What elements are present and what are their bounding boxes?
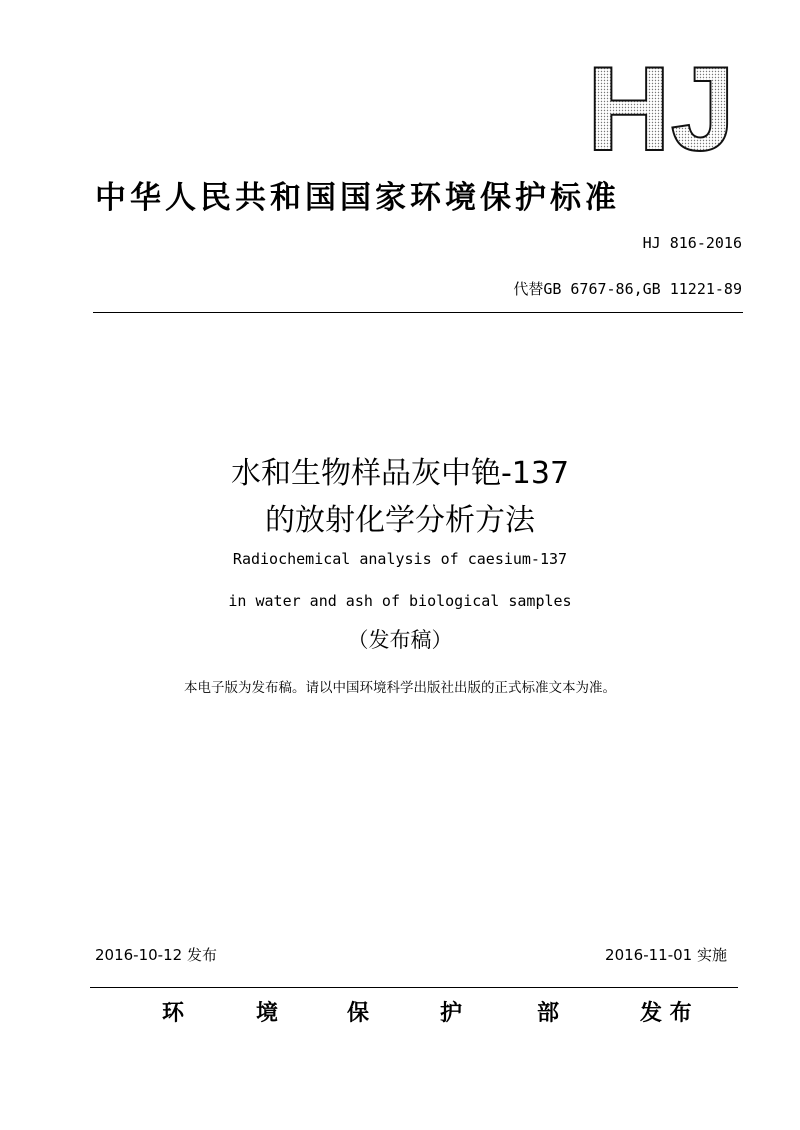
replaces-standards: 代替GB 6767-86,GB 11221-89 <box>513 280 742 298</box>
implementation-date: 2016-11-01 实施 <box>605 946 727 964</box>
document-title-zh-line1: 水和生物样品灰中铯-137 <box>230 456 570 491</box>
issuer-char: 部 <box>537 1000 560 1026</box>
issuer-char: 保 <box>347 1000 370 1026</box>
issuing-authority <box>0 996 800 1030</box>
issuer-action: 发 布 <box>640 1000 692 1026</box>
standard-title: 中华人民共和国国家环境保护标准 <box>95 180 620 216</box>
edition-note: 本电子版为发布稿。请以中国环境科学出版社出版的正式标准文本为准。 <box>184 680 616 696</box>
draft-label: （发布稿） <box>347 628 453 652</box>
issuer-char: 境 <box>256 1000 279 1026</box>
document-title-zh-line2: 的放射化学分析方法 <box>265 503 535 538</box>
issue-date: 2016-10-12 发布 <box>95 946 217 964</box>
standard-code: HJ 816-2016 <box>642 234 742 252</box>
header-divider <box>93 312 743 313</box>
document-title-en-line2: in water and ash of biological samples <box>228 592 572 610</box>
issuer-char: 护 <box>440 1000 463 1026</box>
issuer-char: 环 <box>162 1000 185 1026</box>
document-title-en-line1: Radiochemical analysis of caesium-137 <box>232 550 568 568</box>
hj-logo <box>585 58 740 158</box>
footer-divider <box>90 987 738 988</box>
logo-text: HJ <box>587 58 735 158</box>
